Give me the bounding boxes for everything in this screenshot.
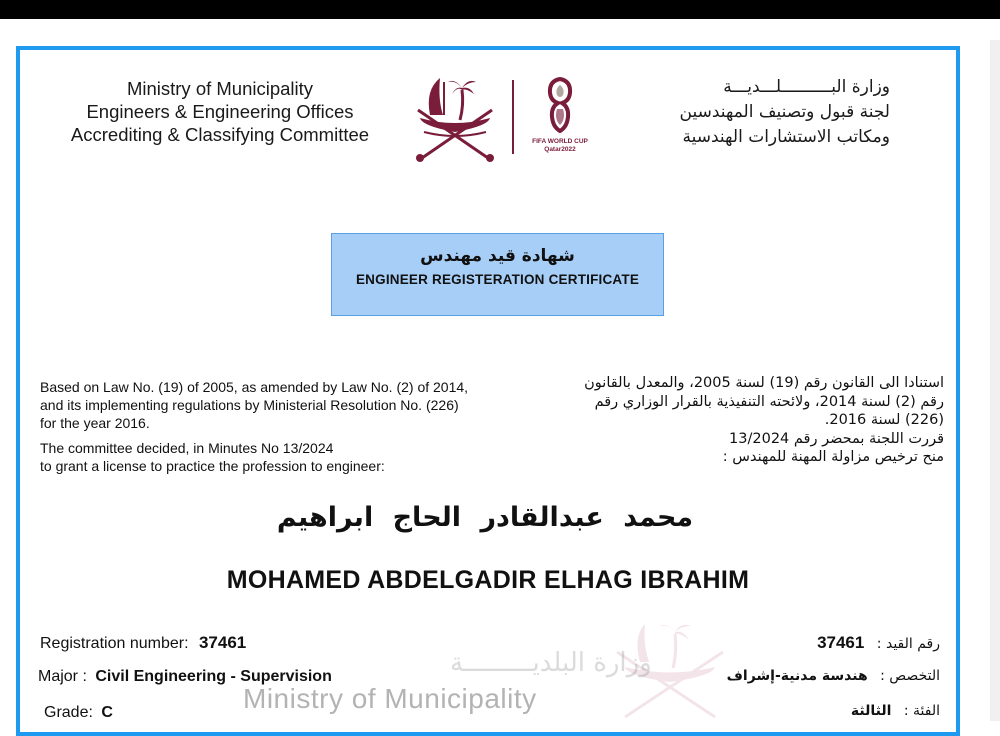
body-en-legal-basis: Based on Law No. (19) of 2005, as amended by Law No. (2) of 2014, and its implementing regulations by Ministerial Resolution No. (226) for the year 2016. [40,379,469,431]
registration-number-label: Registration number: [40,635,189,652]
certificate-title-english: ENGINEER REGISTERATION CERTIFICATE [355,272,640,287]
body-en-decision-line2: to grant a license to practice the profession to engineer: [40,458,385,474]
header-arabic [650,75,890,150]
body-arabic [560,374,944,467]
qatar-emblem-icon [410,70,500,165]
body-ar-decision-line1: قررت اللجنة بمحضر رقم 13/2024 [729,430,944,447]
registration-number-value-arabic: 37461 [817,633,865,652]
grade-value-arabic: الثالثة [850,703,892,719]
registration-number-row [40,633,246,653]
header-ar-line-committee: لجنة قبول وتصنيف المهندسين [679,102,890,122]
body-ar-legal-basis: استنادا الى القانون رقم (19) لسنة 2005، والمعدل بالقانون رقم (2) لسنة 2014، ولائحته التنفيذية بالقرار الوزاري رقم (226) لسنة 2016. [584,375,944,428]
major-row [38,668,332,686]
watermark-arabic: وزارة البلديـــــــــة [450,648,652,678]
header-en-line-ministry: Ministry of Municipality [126,78,314,99]
logo-separator [512,80,514,154]
watermark-english: Ministry of Municipality [243,683,537,714]
header-ar-line-ministry: وزارة البــــــــــلـــديـــة [723,77,890,97]
engineer-name-english: MOHAMED ABDELGADIR ELHAG IBRAHIM [226,566,750,594]
registration-number-label-arabic: رقم القيد : [876,636,940,652]
body-ar-decision-line2: منح ترخيص مزاولة المهنة للمهندس : [722,449,944,465]
registration-number-value: 37461 [198,633,247,652]
certificate-title-arabic: شهادة قيد مهندس [420,246,575,266]
header-en-line-offices: Engineers & Engineering Offices [86,101,354,122]
page-edge [990,40,1000,721]
registration-number-row-arabic [817,633,940,653]
grade-label: Grade: [44,704,93,721]
body-english [40,378,470,475]
certificate-title-box [331,233,664,316]
header-en-line-committee: Accrediting & Classifying Committee [70,124,370,145]
engineer-name-arabic: محمد عبدالقادر الحاج ابراهيم [276,502,694,533]
grade-label-arabic: الفئة : [903,703,940,719]
grade-row [44,704,113,722]
grade-value: C [101,704,113,721]
fifa-logo-text: FIFA WORLD CUP Qatar2022 [532,138,588,153]
top-black-bar [0,0,1000,19]
major-label-arabic: التخصص : [880,668,940,684]
major-value: Civil Engineering - Supervision [95,668,332,685]
major-row-arabic [727,668,940,684]
header-english [40,77,400,146]
body-en-decision-line1: The committee decided, in Minutes No 13/2024 [40,440,334,456]
major-value-arabic: هندسة مدنية-إشراف [726,668,868,684]
major-label: Major : [38,668,87,685]
header-ar-line-offices: ومكاتب الاستشارات الهندسية [682,127,890,147]
grade-row-arabic [851,703,940,719]
